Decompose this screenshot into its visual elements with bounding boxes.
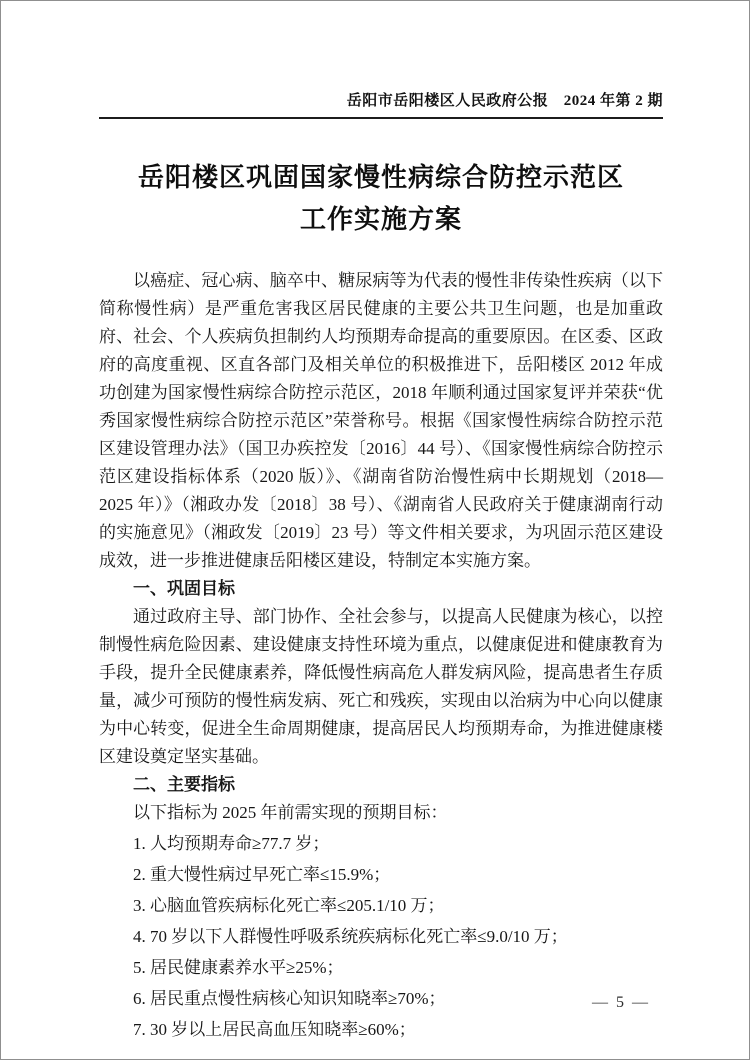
section-2-intro: 以下指标为 2025 年前需实现的预期目标： [133,803,448,822]
indicator-item-2: 2. 重大慢性病过早死亡率≤15.9%； [133,865,391,884]
section-2-heading: 二、主要指标 [133,775,235,794]
document-title-line-2: 工作实施方案 [299,205,462,234]
document-body [99,267,663,1044]
document-title-line-1: 岳阳楼区巩固国家慢性病综合防控示范区 [137,163,624,192]
indicator-item-5: 5. 居民健康素养水平≥25%； [133,958,344,977]
document-title [99,157,663,241]
section-1-paragraph: 通过政府主导、部门协作、全社会参与，以提高人民健康为核心，以控制慢性病危险因素、建设健康支持性环境为重点，以健康促进和健康教育为手段，提升全民健康素养，降低慢性病高危人群发病风险，提高患者生存质量，减少可预防的慢性病发病、死亡和残疾，实现由以治病为中心向以健康为中心转变，促进全生命周期健康，提高居民人均预期寿命，为推进健康楼区建设奠定坚实基础。 [99,607,663,766]
page-content [99,1,663,1046]
page-number: — 5 — [592,994,650,1011]
gazette-header-text: 岳阳市岳阳楼区人民政府公报 2024 年第 2 期 [346,93,663,109]
indicator-item-4: 4. 70 岁以下人群慢性呼吸系统疾病标化死亡率≤9.0/10 万； [133,927,568,946]
indicator-item-7: 7. 30 岁以上居民高血压知晓率≥60%； [133,1020,416,1039]
indicator-item-1: 1. 人均预期寿命≥77.7 岁； [133,834,330,853]
header-rule [99,117,663,119]
intro-paragraph: 以癌症、冠心病、脑卒中、糖尿病等为代表的慢性非传染性疾病（以下简称慢性病）是严重危害我区居民健康的主要公共卫生问题，也是加重政府、社会、个人疾病负担制约人均预期寿命提高的重要原因。在区委、区政府的高度重视、区直各部门及相关单位的积极推进下，岳阳楼区 2012 年成功创建为国家慢性病综合防控示范区，2018 年顺利通过国家复评并荣获“优秀国家慢性病综合防控示范区”荣誉称号。根据《国家慢性病综合防控示范区建设管理办法》（国卫办疾控发〔2016〕44 号）、《国家慢性病综合防控示范区建设指标体系（2020 版）》、《湖南省防治慢性病中长期规划（2018—2025 年）》（湘政办发〔2018〕38 号）、《湖南省人民政府关于健康湖南行动的实施意见》（湘政发〔2019〕23 号）等文件相关要求，为巩固示范区建设成效，进一步推进健康岳阳楼区建设，特制定本实施方案。 [99,271,663,570]
indicator-item-3: 3. 心脑血管疾病标化死亡率≤205.1/10 万； [133,896,445,915]
section-1-heading: 一、巩固目标 [133,579,235,598]
indicator-item-6: 6. 居民重点慢性病核心知识知晓率≥70%； [133,989,446,1008]
